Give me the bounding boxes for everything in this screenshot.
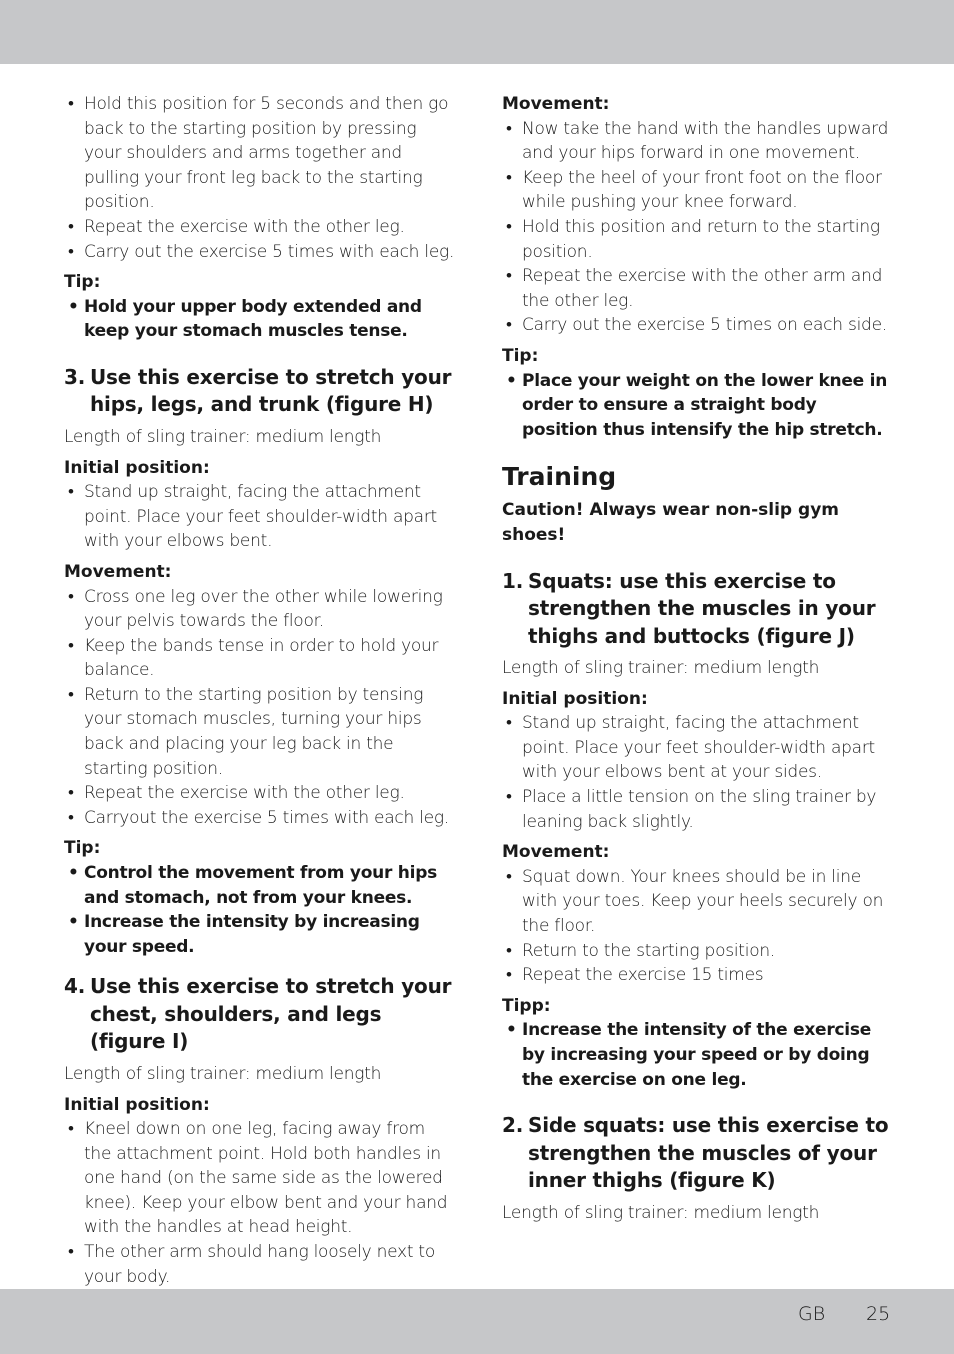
tip-label: Tip: [64, 838, 101, 859]
list-item: • Place a little tension on the sling trainer by leaning back slightly. [502, 785, 896, 834]
list-item: • Increase the intensity by increasing your speed. [64, 910, 456, 959]
intro-bullets [64, 92, 456, 264]
initial-position-bullets [64, 480, 456, 554]
section-title: Squats: use this exercise to strengthen the muscles in your thighs and buttocks (figure J) [528, 568, 876, 648]
section-title: Side squats: use this exercise to strengthen the muscles of your inner thighs (figure K) [528, 1113, 889, 1193]
caution-note: Caution! Always wear non-slip gym shoes! [502, 500, 839, 545]
section-number: 1. [502, 568, 524, 593]
list-item: • Now take the hand with the handles upward and your hips forward in one movement. [502, 117, 896, 166]
initial-position-label: Initial position: [64, 457, 210, 478]
list-item: • Hold this position for 5 seconds and then go back to the starting position by pressing your shoulders and arms together and pulling your front leg back to the starting position. [64, 92, 456, 215]
tip-bullets [502, 1018, 896, 1092]
list-item: • Keep the bands tense in order to hold your balance. [64, 634, 456, 683]
list-item: • Control the movement from your hips and stomach, not from your knees. [64, 861, 456, 910]
sling-length: Length of sling trainer: medium length [64, 1063, 382, 1084]
list-item: • Carryout the exercise 5 times with each leg. [64, 806, 456, 831]
right-column [502, 92, 896, 1225]
section-title: Use this exercise to stretch your chest, shoulders, and legs (figure I) [90, 974, 452, 1054]
movement-label: Movement: [502, 94, 610, 114]
list-item: • Repeat the exercise with the other arm and the other leg. [502, 264, 896, 313]
section-number: 3. [64, 364, 86, 389]
list-item: • The other arm should hang loosely next to your body. [64, 1240, 456, 1289]
tip-bullets [64, 295, 456, 344]
initial-position-bullets [502, 711, 896, 834]
list-item: • Squat down. Your knees should be in line with your toes. Keep your heels securely on the floor. [502, 865, 896, 939]
list-item: • Carry out the exercise 5 times on each side. [502, 313, 896, 338]
list-item: • Hold this position and return to the starting position. [502, 215, 896, 264]
header-band [0, 0, 954, 64]
list-item: • Repeat the exercise 15 times [502, 963, 896, 988]
list-item: • Hold your upper body extended and keep your stomach muscles tense. [64, 295, 456, 344]
section-3-heading [64, 364, 456, 419]
list-item: • Repeat the exercise with the other leg. [64, 781, 456, 806]
list-item: • Keep the heel of your front foot on the floor while pushing your knee forward. [502, 166, 896, 215]
list-item: • Return to the starting position. [502, 939, 896, 964]
sling-length: Length of sling trainer: medium length [502, 658, 820, 678]
movement-bullets [502, 865, 896, 988]
movement-bullets [64, 585, 456, 831]
movement-label: Movement: [502, 842, 610, 863]
section-title: Use this exercise to stretch your hips, legs, and trunk (figure H) [90, 364, 452, 417]
section-2-heading [502, 1112, 896, 1195]
training-heading: Training [502, 462, 617, 492]
tip-label: Tip: [64, 272, 101, 293]
list-item: • Increase the intensity of the exercise by increasing your speed or by doing the exercise on one leg. [502, 1018, 896, 1092]
sling-length: Length of sling trainer: medium length [64, 426, 382, 447]
sling-length: Length of sling trainer: medium length [502, 1202, 820, 1223]
initial-position-bullets [64, 1117, 456, 1289]
list-item: • Repeat the exercise with the other leg. [64, 215, 456, 240]
list-item: • Cross one leg over the other while lowering your pelvis towards the floor. [64, 585, 456, 634]
tip-bullets [502, 369, 896, 443]
tip-label: Tipp: [502, 995, 551, 1016]
list-item: • Stand up straight, facing the attachment point. Place your feet shoulder-width apart with your elbows bent. [64, 480, 456, 554]
list-item: • Stand up straight, facing the attachment point. Place your feet shoulder-width apart with your elbows bent at your sides. [502, 711, 896, 785]
page-number: 25 [866, 1303, 891, 1325]
initial-position-label: Initial position: [64, 1094, 210, 1115]
section-4-heading [64, 973, 456, 1056]
movement-label: Movement: [64, 561, 172, 582]
tip-label: Tip: [502, 345, 539, 366]
left-column [64, 92, 456, 1289]
initial-position-label: Initial position: [502, 688, 648, 709]
language-code: GB [798, 1303, 826, 1325]
list-item: • Return to the starting position by tensing your stomach muscles, turning your hips back and placing your leg back in the starting position. [64, 683, 456, 781]
section-number: 4. [64, 974, 86, 999]
list-item: • Carry out the exercise 5 times with each leg. [64, 240, 456, 265]
list-item: • Place your weight on the lower knee in order to ensure a straight body position thus intensify the hip stretch. [502, 369, 896, 443]
list-item: • Kneel down on one leg, facing away from the attachment point. Hold both handles in one hand (on the same side as the lowered knee). Keep your elbow bent and your hand with the handles at head height. [64, 1117, 456, 1240]
section-number: 2. [502, 1113, 524, 1138]
tip-bullets [64, 861, 456, 959]
section-1-heading [502, 568, 896, 651]
movement-bullets [502, 117, 896, 338]
